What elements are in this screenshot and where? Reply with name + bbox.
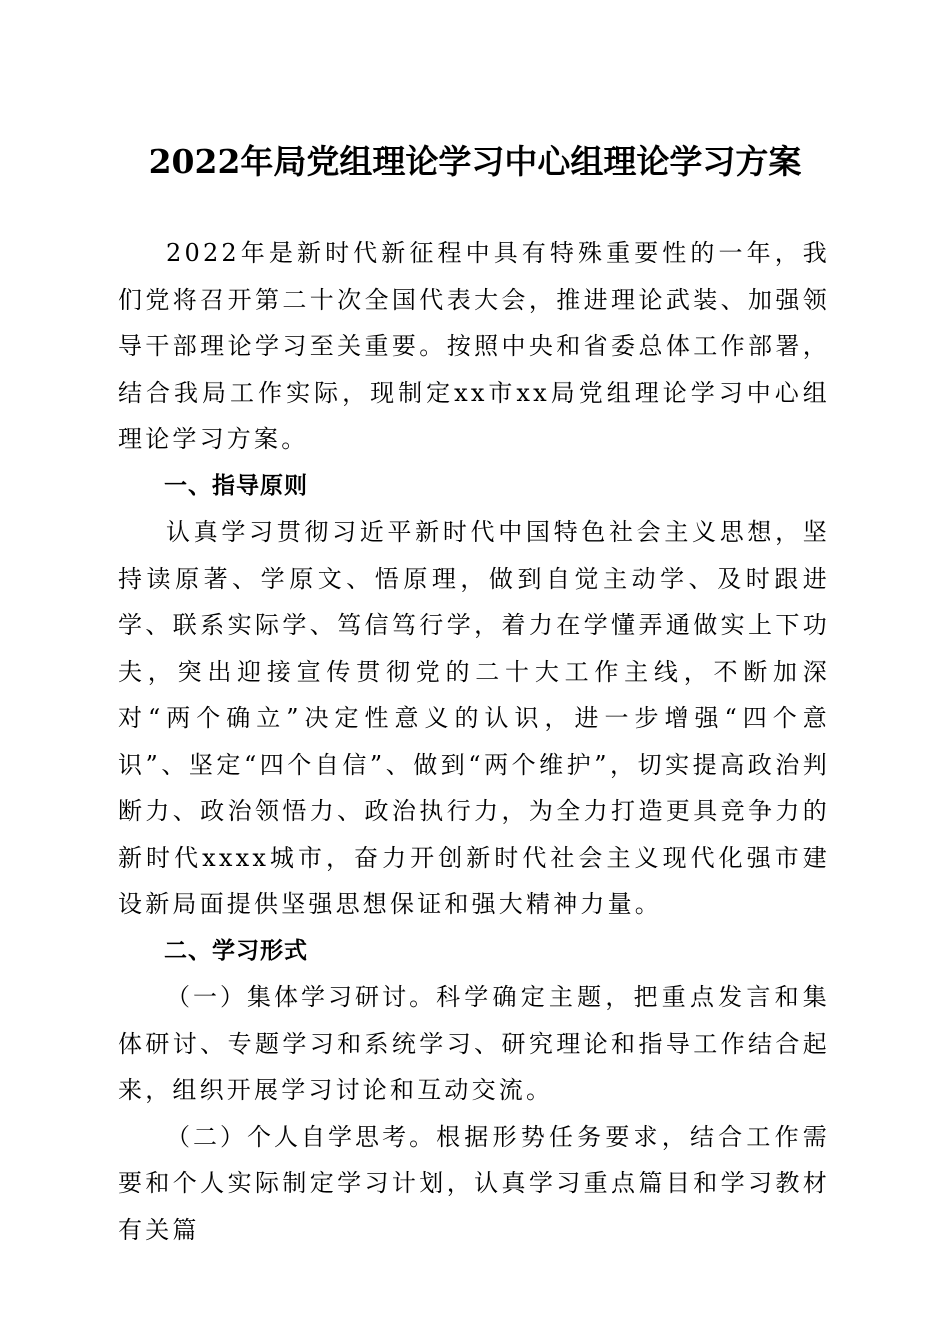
form-item-self-study-text: 根据形势任务要求，结合工作需要和个人实际制定学习计划，认真学习重点篇目和学习教材有关篇 [118,1122,830,1244]
document-body [118,230,830,1253]
form-item-self-study [118,1114,830,1254]
form-item-collective-lead: （一）集体学习研讨。 [166,983,437,1011]
principles-paragraph: 认真学习贯彻习近平新时代中国特色社会主义思想，坚持读原著、学原文、悟原理，做到自觉主动学、及时跟进学、联系实际学、笃信笃行学，着力在学懂弄通做实上下功夫，突出迎接宣传贯彻党的二十大工作主线，不断加深对“两个确立”决定性意义的认识，进一步增强“四个意识”、坚定“四个自信”、做到“两个维护”，切实提高政治判断力、政治领悟力、政治执行力，为全力打造更具竞争力的新时代xxxx城市，奋力开创新时代社会主义现代化强市建设新局面提供坚强思想保证和强大精神力量。 [118,518,830,918]
intro-paragraph: 2022年是新时代新征程中具有特殊重要性的一年，我们党将召开第二十次全国代表大会，推进理论武装、加强领导干部理论学习至关重要。按照中央和省委总体工作部署，结合我局工作实际，现制定xx市xx局党组理论学习中心组理论学习方案。 [118,239,830,453]
form-item-collective [118,974,830,1114]
form-item-collective-text: 科学确定主题，把重点发言和集体研讨、专题学习和系统学习、研究理论和指导工作结合起来，组织开展学习讨论和互动交流。 [118,983,830,1104]
document-title: 2022年局党组理论学习中心组理论学习方案 [148,142,802,181]
section-heading-forms: 二、学习形式 [164,937,308,964]
section-heading-principles: 一、指导原则 [164,472,308,499]
form-item-self-study-lead: （二）个人自学思考。 [166,1122,437,1151]
